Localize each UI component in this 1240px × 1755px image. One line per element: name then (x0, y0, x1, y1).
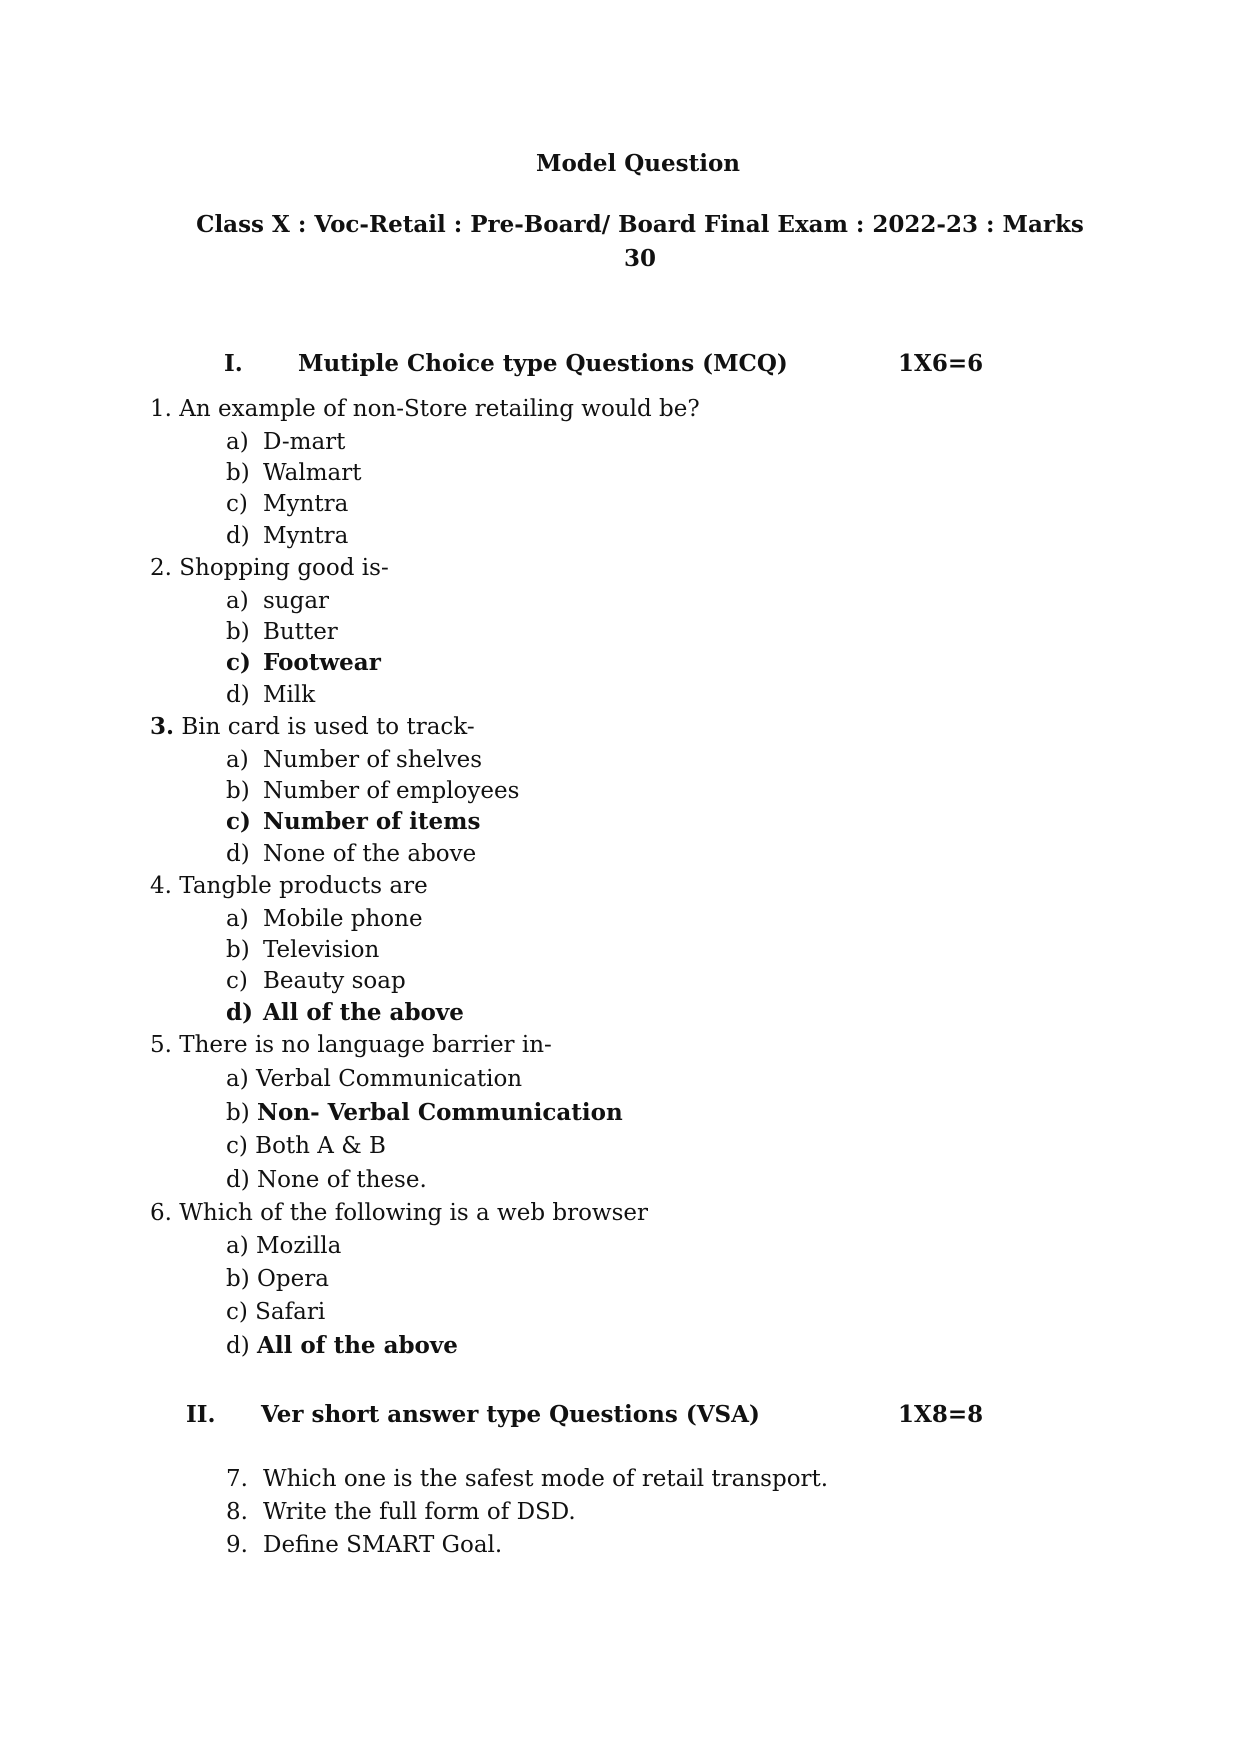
option-text: Walmart (263, 460, 362, 486)
option (226, 488, 348, 520)
option (226, 1230, 341, 1262)
section-heading-vsa (0, 1398, 1240, 1432)
option-label: a) (226, 429, 249, 455)
option-answer (226, 647, 381, 679)
question-number: 1. (150, 396, 172, 422)
section-marks: 1X6=6 (898, 350, 984, 377)
option-label: c) (226, 1133, 248, 1159)
option-text: Footwear (263, 649, 381, 676)
option-label: d) (226, 682, 250, 708)
question-6 (150, 1197, 648, 1229)
option-label: c) (226, 491, 248, 517)
question-text: Tangble products are (179, 873, 428, 899)
option-answer (226, 1097, 623, 1129)
option-text: D-mart (263, 429, 346, 455)
option-label: a) (226, 588, 249, 614)
question-text: Which of the following is a web browser (179, 1200, 649, 1226)
option-text: Both A & B (255, 1133, 386, 1159)
option-text: Verbal Communication (256, 1066, 523, 1092)
option-label: a) (226, 747, 249, 773)
option-label: d) (226, 841, 250, 867)
option-label: a) (226, 906, 249, 932)
option-label: a) (226, 1066, 249, 1092)
option-text: Mozilla (256, 1233, 342, 1259)
option (226, 744, 482, 776)
option-text: Non- Verbal Communication (257, 1099, 623, 1126)
question-3 (150, 711, 475, 743)
option-label: a) (226, 1233, 249, 1259)
question-number: 9. (226, 1532, 248, 1558)
option-text: Number of shelves (263, 747, 483, 773)
option (226, 457, 361, 489)
option-label: c) (226, 968, 248, 994)
option-label: b) (226, 1266, 250, 1292)
option-text: Safari (255, 1299, 326, 1325)
option-label: c) (226, 808, 251, 835)
question-text: There is no language barrier in- (179, 1032, 552, 1058)
option-text: Myntra (263, 523, 349, 549)
option (226, 1296, 325, 1328)
question-text: Define SMART Goal. (263, 1532, 503, 1558)
section-heading-mcq (0, 347, 1240, 381)
option-text: Mobile phone (263, 906, 423, 932)
option (226, 426, 345, 458)
vsa-question-8 (226, 1496, 576, 1528)
option-label: b) (226, 1100, 250, 1126)
question-number: 7. (226, 1466, 248, 1492)
option (226, 965, 406, 997)
option-text: All of the above (263, 999, 464, 1026)
question-2 (150, 552, 389, 584)
question-text: Bin card is used to track- (181, 714, 475, 740)
option-label: b) (226, 778, 250, 804)
option-answer (226, 997, 464, 1029)
question-text: An example of non-Store retailing would be? (179, 396, 700, 422)
section-title: Mutiple Choice type Questions (MCQ) (298, 350, 788, 377)
option-text: Butter (263, 619, 338, 645)
option-label: d) (226, 1333, 250, 1359)
section-numeral: II. (186, 1401, 216, 1428)
option (226, 585, 329, 617)
option-label: d) (226, 1167, 250, 1193)
option-text: Number of employees (263, 778, 520, 804)
question-text: Write the full form of DSD. (263, 1499, 576, 1525)
option-answer (226, 806, 480, 838)
question-text: Shopping good is- (179, 555, 389, 581)
option (226, 934, 379, 966)
option (226, 679, 315, 711)
question-number: 6. (150, 1200, 172, 1226)
option-text: Television (263, 937, 380, 963)
option-label: d) (226, 999, 253, 1026)
option (226, 1263, 329, 1295)
option (226, 838, 476, 870)
vsa-question-7 (226, 1463, 828, 1495)
question-1 (150, 393, 700, 425)
option-text: None of these. (257, 1167, 427, 1193)
question-number: 2. (150, 555, 172, 581)
option-text: Number of items (263, 808, 481, 835)
option-label: b) (226, 937, 250, 963)
option-label: b) (226, 619, 250, 645)
option-text: All of the above (257, 1332, 458, 1359)
option (226, 1130, 386, 1162)
question-5 (150, 1029, 552, 1061)
section-title: Ver short answer type Questions (VSA) (261, 1401, 760, 1428)
option-label: c) (226, 649, 251, 676)
option (226, 1164, 427, 1196)
option-answer (226, 1330, 458, 1362)
option (226, 520, 348, 552)
option-text: None of the above (263, 841, 477, 867)
question-4 (150, 870, 428, 902)
option-text: Myntra (263, 491, 349, 517)
question-number: 4. (150, 873, 172, 899)
question-number: 5. (150, 1032, 172, 1058)
exam-subtitle: Class X : Voc-Retail : Pre-Board/ Board Final Exam : 2022-23 : Marks 30 (196, 211, 1084, 272)
option (226, 903, 423, 935)
option-text: sugar (263, 588, 330, 614)
page-title: Model Question (535, 150, 741, 177)
option-text: Beauty soap (263, 968, 406, 994)
option-label: b) (226, 460, 250, 486)
option (226, 616, 338, 648)
option-label: c) (226, 1299, 248, 1325)
vsa-question-9 (226, 1529, 502, 1561)
option-text: Milk (263, 682, 316, 708)
section-numeral: I. (224, 350, 243, 377)
option-text: Opera (257, 1266, 329, 1292)
option (226, 1063, 522, 1095)
question-number: 3. (150, 713, 175, 740)
option (226, 775, 519, 807)
section-marks: 1X8=8 (898, 1401, 984, 1428)
question-text: Which one is the safest mode of retail transport. (263, 1466, 829, 1492)
question-number: 8. (226, 1499, 248, 1525)
option-label: d) (226, 523, 250, 549)
